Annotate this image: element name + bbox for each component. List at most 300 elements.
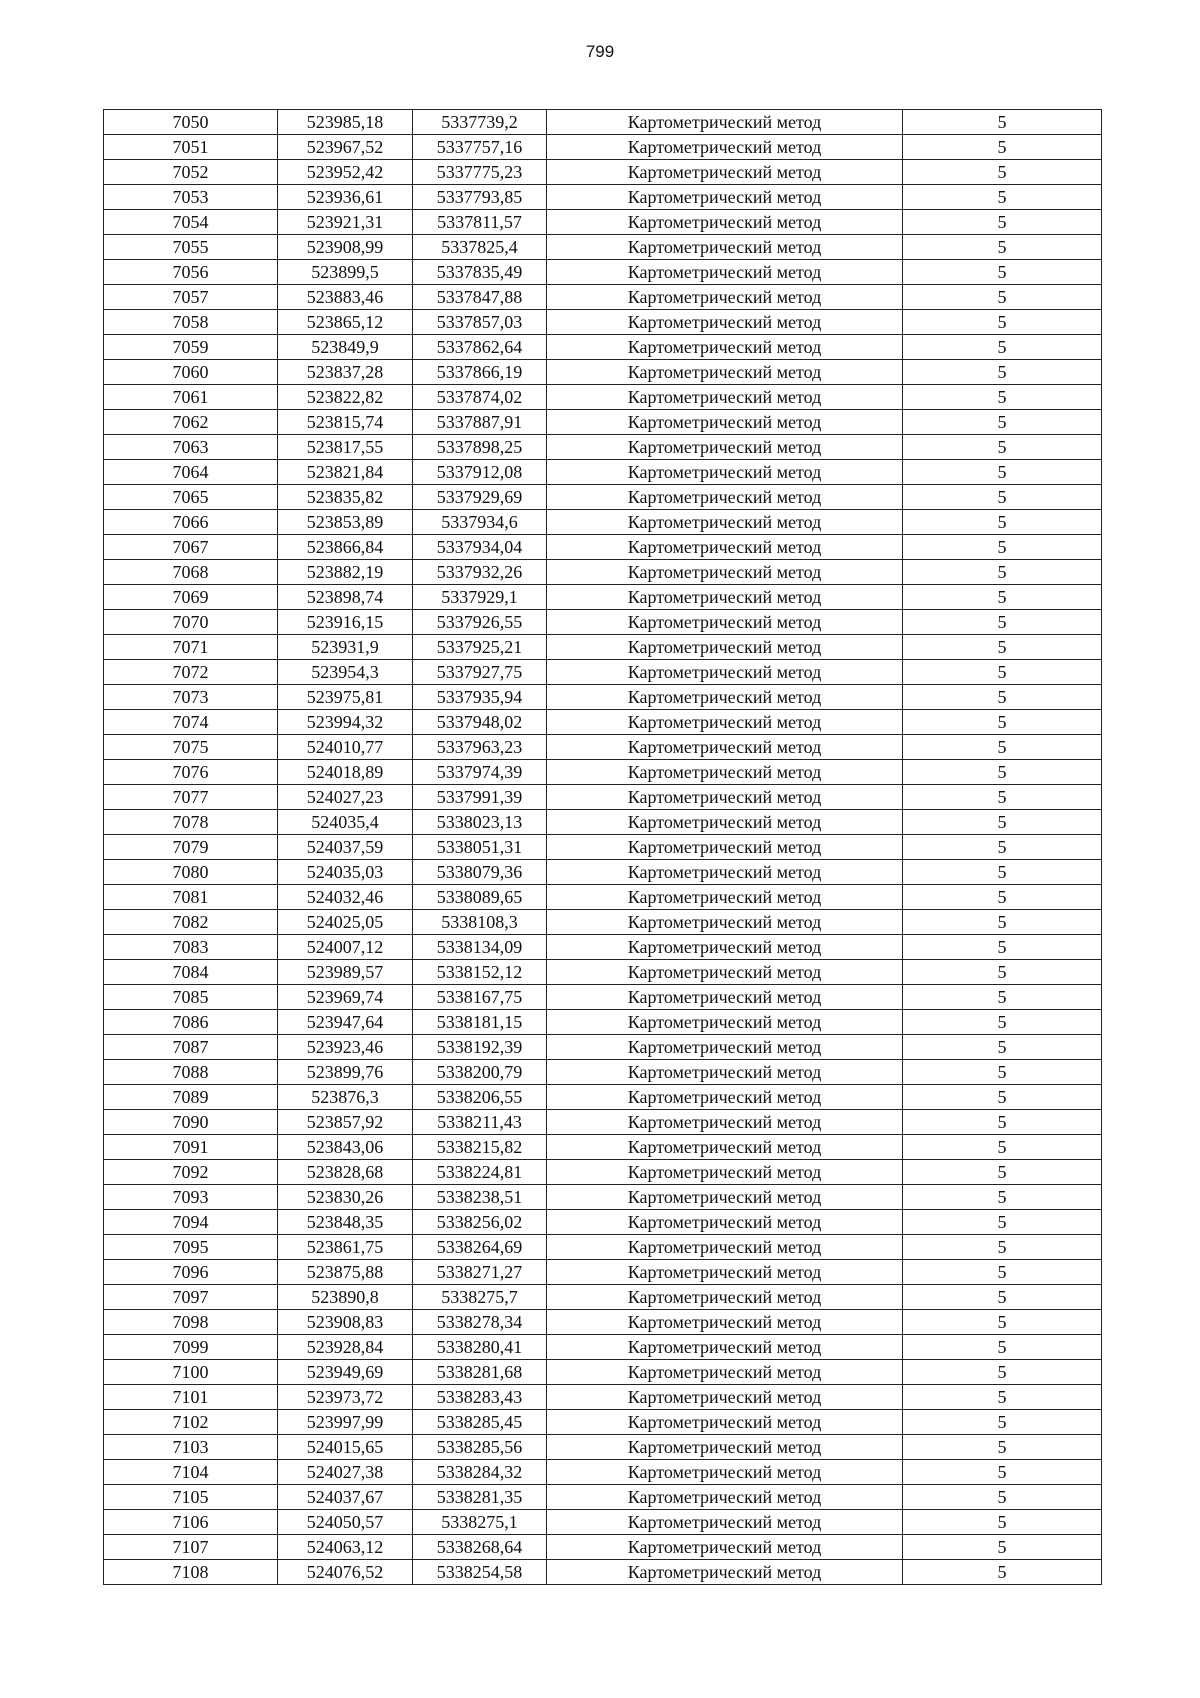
x-coordinate-cell: 523882,19: [278, 560, 413, 585]
x-coordinate-cell: 523931,9: [278, 635, 413, 660]
method-cell: Картометрический метод: [547, 110, 903, 135]
accuracy-cell: 5: [903, 1385, 1102, 1410]
method-cell: Картометрический метод: [547, 1110, 903, 1135]
point-number-cell: 7098: [104, 1310, 278, 1335]
table-row: [104, 1535, 1102, 1560]
x-coordinate-cell: 524025,05: [278, 910, 413, 935]
accuracy-cell: 5: [903, 1160, 1102, 1185]
table-row: [104, 1410, 1102, 1435]
accuracy-cell: 5: [903, 560, 1102, 585]
table-row: [104, 285, 1102, 310]
y-coordinate-cell: 5338089,65: [413, 885, 547, 910]
accuracy-cell: 5: [903, 1560, 1102, 1585]
table-row: [104, 1285, 1102, 1310]
table-row: [104, 560, 1102, 585]
point-number-cell: 7099: [104, 1335, 278, 1360]
x-coordinate-cell: 524010,77: [278, 735, 413, 760]
point-number-cell: 7062: [104, 410, 278, 435]
method-cell: Картометрический метод: [547, 960, 903, 985]
accuracy-cell: 5: [903, 1460, 1102, 1485]
accuracy-cell: 5: [903, 385, 1102, 410]
y-coordinate-cell: 5337934,6: [413, 510, 547, 535]
accuracy-cell: 5: [903, 1410, 1102, 1435]
table-row: [104, 1010, 1102, 1035]
point-number-cell: 7101: [104, 1385, 278, 1410]
x-coordinate-cell: 524007,12: [278, 935, 413, 960]
point-number-cell: 7102: [104, 1410, 278, 1435]
method-cell: Картометрический метод: [547, 810, 903, 835]
y-coordinate-cell: 5338206,55: [413, 1085, 547, 1110]
method-cell: Картометрический метод: [547, 885, 903, 910]
x-coordinate-cell: 523861,75: [278, 1235, 413, 1260]
point-number-cell: 7076: [104, 760, 278, 785]
table-row: [104, 1335, 1102, 1360]
y-coordinate-cell: 5337974,39: [413, 760, 547, 785]
accuracy-cell: 5: [903, 1235, 1102, 1260]
x-coordinate-cell: 523936,61: [278, 185, 413, 210]
y-coordinate-cell: 5338275,7: [413, 1285, 547, 1310]
table-row: [104, 835, 1102, 860]
accuracy-cell: 5: [903, 185, 1102, 210]
method-cell: Картометрический метод: [547, 635, 903, 660]
x-coordinate-cell: 523890,8: [278, 1285, 413, 1310]
point-number-cell: 7051: [104, 135, 278, 160]
accuracy-cell: 5: [903, 935, 1102, 960]
table-row: [104, 210, 1102, 235]
x-coordinate-cell: 523875,88: [278, 1260, 413, 1285]
table-row: [104, 910, 1102, 935]
y-coordinate-cell: 5338284,32: [413, 1460, 547, 1485]
y-coordinate-cell: 5337835,49: [413, 260, 547, 285]
point-number-cell: 7066: [104, 510, 278, 535]
point-number-cell: 7085: [104, 985, 278, 1010]
accuracy-cell: 5: [903, 710, 1102, 735]
y-coordinate-cell: 5337927,75: [413, 660, 547, 685]
x-coordinate-cell: 523921,31: [278, 210, 413, 235]
method-cell: Картометрический метод: [547, 1010, 903, 1035]
x-coordinate-cell: 523899,5: [278, 260, 413, 285]
x-coordinate-cell: 524015,65: [278, 1435, 413, 1460]
y-coordinate-cell: 5337757,16: [413, 135, 547, 160]
method-cell: Картометрический метод: [547, 285, 903, 310]
y-coordinate-cell: 5338285,56: [413, 1435, 547, 1460]
table-row: [104, 1510, 1102, 1535]
table-row: [104, 1135, 1102, 1160]
accuracy-cell: 5: [903, 860, 1102, 885]
method-cell: Картометрический метод: [547, 660, 903, 685]
x-coordinate-cell: 523821,84: [278, 460, 413, 485]
accuracy-cell: 5: [903, 360, 1102, 385]
y-coordinate-cell: 5338200,79: [413, 1060, 547, 1085]
accuracy-cell: 5: [903, 1135, 1102, 1160]
point-number-cell: 7068: [104, 560, 278, 585]
x-coordinate-cell: 524063,12: [278, 1535, 413, 1560]
table-row: [104, 235, 1102, 260]
x-coordinate-cell: 523853,89: [278, 510, 413, 535]
point-number-cell: 7060: [104, 360, 278, 385]
point-number-cell: 7086: [104, 1010, 278, 1035]
table-row: [104, 1310, 1102, 1335]
method-cell: Картометрический метод: [547, 860, 903, 885]
point-number-cell: 7077: [104, 785, 278, 810]
accuracy-cell: 5: [903, 1110, 1102, 1135]
x-coordinate-cell: 523928,84: [278, 1335, 413, 1360]
method-cell: Картометрический метод: [547, 1560, 903, 1585]
point-number-cell: 7095: [104, 1235, 278, 1260]
point-number-cell: 7103: [104, 1435, 278, 1460]
method-cell: Картометрический метод: [547, 835, 903, 860]
method-cell: Картометрический метод: [547, 1185, 903, 1210]
accuracy-cell: 5: [903, 1435, 1102, 1460]
table-row: [104, 435, 1102, 460]
y-coordinate-cell: 5337925,21: [413, 635, 547, 660]
method-cell: Картометрический метод: [547, 410, 903, 435]
point-number-cell: 7069: [104, 585, 278, 610]
y-coordinate-cell: 5338023,13: [413, 810, 547, 835]
x-coordinate-cell: 523898,74: [278, 585, 413, 610]
accuracy-cell: 5: [903, 260, 1102, 285]
x-coordinate-cell: 524076,52: [278, 1560, 413, 1585]
table-row: [104, 660, 1102, 685]
x-coordinate-cell: 523822,82: [278, 385, 413, 410]
method-cell: Картометрический метод: [547, 710, 903, 735]
table-row: [104, 685, 1102, 710]
y-coordinate-cell: 5337811,57: [413, 210, 547, 235]
accuracy-cell: 5: [903, 535, 1102, 560]
method-cell: Картометрический метод: [547, 560, 903, 585]
y-coordinate-cell: 5338079,36: [413, 860, 547, 885]
x-coordinate-cell: 523967,52: [278, 135, 413, 160]
accuracy-cell: 5: [903, 1010, 1102, 1035]
y-coordinate-cell: 5337926,55: [413, 610, 547, 635]
y-coordinate-cell: 5337857,03: [413, 310, 547, 335]
method-cell: Картометрический метод: [547, 1310, 903, 1335]
table-row: [104, 1060, 1102, 1085]
point-number-cell: 7054: [104, 210, 278, 235]
x-coordinate-cell: 524035,03: [278, 860, 413, 885]
y-coordinate-cell: 5337932,26: [413, 560, 547, 585]
table-row: [104, 460, 1102, 485]
point-number-cell: 7065: [104, 485, 278, 510]
x-coordinate-cell: 523849,9: [278, 335, 413, 360]
table-row: [104, 410, 1102, 435]
accuracy-cell: 5: [903, 135, 1102, 160]
point-number-cell: 7091: [104, 1135, 278, 1160]
page-number: 799: [585, 42, 615, 61]
point-number-cell: 7083: [104, 935, 278, 960]
x-coordinate-cell: 523969,74: [278, 985, 413, 1010]
method-cell: Картометрический метод: [547, 1335, 903, 1360]
table-row: [104, 360, 1102, 385]
accuracy-cell: 5: [903, 885, 1102, 910]
point-number-cell: 7094: [104, 1210, 278, 1235]
point-number-cell: 7064: [104, 460, 278, 485]
method-cell: Картометрический метод: [547, 1035, 903, 1060]
method-cell: Картометрический метод: [547, 1535, 903, 1560]
accuracy-cell: 5: [903, 1035, 1102, 1060]
method-cell: Картометрический метод: [547, 1135, 903, 1160]
x-coordinate-cell: 523994,32: [278, 710, 413, 735]
table-row: [104, 635, 1102, 660]
accuracy-cell: 5: [903, 510, 1102, 535]
point-number-cell: 7107: [104, 1535, 278, 1560]
table-row: [104, 535, 1102, 560]
y-coordinate-cell: 5337948,02: [413, 710, 547, 735]
y-coordinate-cell: 5338192,39: [413, 1035, 547, 1060]
point-number-cell: 7106: [104, 1510, 278, 1535]
point-number-cell: 7090: [104, 1110, 278, 1135]
accuracy-cell: 5: [903, 460, 1102, 485]
y-coordinate-cell: 5337862,64: [413, 335, 547, 360]
point-number-cell: 7074: [104, 710, 278, 735]
point-number-cell: 7087: [104, 1035, 278, 1060]
point-number-cell: 7056: [104, 260, 278, 285]
method-cell: Картометрический метод: [547, 1460, 903, 1485]
y-coordinate-cell: 5338238,51: [413, 1185, 547, 1210]
accuracy-cell: 5: [903, 1360, 1102, 1385]
point-number-cell: 7070: [104, 610, 278, 635]
y-coordinate-cell: 5337912,08: [413, 460, 547, 485]
accuracy-cell: 5: [903, 810, 1102, 835]
table-row: [104, 760, 1102, 785]
point-number-cell: 7092: [104, 1160, 278, 1185]
y-coordinate-cell: 5338181,15: [413, 1010, 547, 1035]
y-coordinate-cell: 5338264,69: [413, 1235, 547, 1260]
method-cell: Картометрический метод: [547, 760, 903, 785]
x-coordinate-cell: 523923,46: [278, 1035, 413, 1060]
method-cell: Картометрический метод: [547, 1060, 903, 1085]
x-coordinate-cell: 523908,83: [278, 1310, 413, 1335]
table-row: [104, 1160, 1102, 1185]
method-cell: Картометрический метод: [547, 785, 903, 810]
y-coordinate-cell: 5337934,04: [413, 535, 547, 560]
table-row: [104, 1110, 1102, 1135]
y-coordinate-cell: 5337866,19: [413, 360, 547, 385]
method-cell: Картометрический метод: [547, 135, 903, 160]
y-coordinate-cell: 5337887,91: [413, 410, 547, 435]
accuracy-cell: 5: [903, 635, 1102, 660]
y-coordinate-cell: 5337847,88: [413, 285, 547, 310]
x-coordinate-cell: 523989,57: [278, 960, 413, 985]
y-coordinate-cell: 5338281,68: [413, 1360, 547, 1385]
method-cell: Картометрический метод: [547, 460, 903, 485]
point-number-cell: 7061: [104, 385, 278, 410]
method-cell: Картометрический метод: [547, 385, 903, 410]
x-coordinate-cell: 524032,46: [278, 885, 413, 910]
accuracy-cell: 5: [903, 785, 1102, 810]
method-cell: Картометрический метод: [547, 485, 903, 510]
point-number-cell: 7079: [104, 835, 278, 860]
method-cell: Картометрический метод: [547, 1410, 903, 1435]
x-coordinate-cell: 524035,4: [278, 810, 413, 835]
x-coordinate-cell: 523973,72: [278, 1385, 413, 1410]
x-coordinate-cell: 523899,76: [278, 1060, 413, 1085]
accuracy-cell: 5: [903, 1485, 1102, 1510]
table-row: [104, 1260, 1102, 1285]
accuracy-cell: 5: [903, 310, 1102, 335]
table-row: [104, 1360, 1102, 1385]
coordinates-table: [103, 109, 1102, 1585]
y-coordinate-cell: 5338051,31: [413, 835, 547, 860]
table-row: [104, 310, 1102, 335]
accuracy-cell: 5: [903, 1210, 1102, 1235]
y-coordinate-cell: 5338211,43: [413, 1110, 547, 1135]
y-coordinate-cell: 5337935,94: [413, 685, 547, 710]
point-number-cell: 7096: [104, 1260, 278, 1285]
point-number-cell: 7072: [104, 660, 278, 685]
x-coordinate-cell: 523908,99: [278, 235, 413, 260]
table-row: [104, 135, 1102, 160]
y-coordinate-cell: 5338271,27: [413, 1260, 547, 1285]
point-number-cell: 7084: [104, 960, 278, 985]
accuracy-cell: 5: [903, 335, 1102, 360]
point-number-cell: 7057: [104, 285, 278, 310]
point-number-cell: 7105: [104, 1485, 278, 1510]
point-number-cell: 7053: [104, 185, 278, 210]
method-cell: Картометрический метод: [547, 1485, 903, 1510]
method-cell: Картометрический метод: [547, 435, 903, 460]
table-row: [104, 1560, 1102, 1585]
x-coordinate-cell: 523985,18: [278, 110, 413, 135]
y-coordinate-cell: 5338134,09: [413, 935, 547, 960]
method-cell: Картометрический метод: [547, 185, 903, 210]
y-coordinate-cell: 5337929,1: [413, 585, 547, 610]
table-row: [104, 585, 1102, 610]
accuracy-cell: 5: [903, 985, 1102, 1010]
accuracy-cell: 5: [903, 685, 1102, 710]
method-cell: Картометрический метод: [547, 1435, 903, 1460]
y-coordinate-cell: 5337929,69: [413, 485, 547, 510]
method-cell: Картометрический метод: [547, 1160, 903, 1185]
x-coordinate-cell: 523857,92: [278, 1110, 413, 1135]
method-cell: Картометрический метод: [547, 260, 903, 285]
method-cell: Картометрический метод: [547, 1360, 903, 1385]
y-coordinate-cell: 5338224,81: [413, 1160, 547, 1185]
x-coordinate-cell: 524018,89: [278, 760, 413, 785]
method-cell: Картометрический метод: [547, 310, 903, 335]
y-coordinate-cell: 5338215,82: [413, 1135, 547, 1160]
accuracy-cell: 5: [903, 585, 1102, 610]
y-coordinate-cell: 5338283,43: [413, 1385, 547, 1410]
point-number-cell: 7089: [104, 1085, 278, 1110]
accuracy-cell: 5: [903, 160, 1102, 185]
point-number-cell: 7078: [104, 810, 278, 835]
method-cell: Картометрический метод: [547, 1235, 903, 1260]
accuracy-cell: 5: [903, 235, 1102, 260]
table-row: [104, 935, 1102, 960]
accuracy-cell: 5: [903, 960, 1102, 985]
x-coordinate-cell: 523843,06: [278, 1135, 413, 1160]
x-coordinate-cell: 523830,26: [278, 1185, 413, 1210]
y-coordinate-cell: 5337793,85: [413, 185, 547, 210]
coordinates-table-body: [104, 110, 1102, 1585]
table-row: [104, 1385, 1102, 1410]
x-coordinate-cell: 524037,67: [278, 1485, 413, 1510]
y-coordinate-cell: 5338281,35: [413, 1485, 547, 1510]
y-coordinate-cell: 5337963,23: [413, 735, 547, 760]
point-number-cell: 7055: [104, 235, 278, 260]
table-row: [104, 1035, 1102, 1060]
point-number-cell: 7080: [104, 860, 278, 885]
point-number-cell: 7052: [104, 160, 278, 185]
table-row: [104, 735, 1102, 760]
table-row: [104, 510, 1102, 535]
point-number-cell: 7093: [104, 1185, 278, 1210]
y-coordinate-cell: 5338256,02: [413, 1210, 547, 1235]
accuracy-cell: 5: [903, 210, 1102, 235]
x-coordinate-cell: 524027,38: [278, 1460, 413, 1485]
accuracy-cell: 5: [903, 660, 1102, 685]
table-row: [104, 110, 1102, 135]
table-row: [104, 185, 1102, 210]
table-row: [104, 785, 1102, 810]
table-row: [104, 260, 1102, 285]
accuracy-cell: 5: [903, 285, 1102, 310]
point-number-cell: 7100: [104, 1360, 278, 1385]
accuracy-cell: 5: [903, 410, 1102, 435]
table-row: [104, 1210, 1102, 1235]
accuracy-cell: 5: [903, 435, 1102, 460]
method-cell: Картометрический метод: [547, 1210, 903, 1235]
table-row: [104, 335, 1102, 360]
x-coordinate-cell: 523865,12: [278, 310, 413, 335]
table-row: [104, 1485, 1102, 1510]
method-cell: Картометрический метод: [547, 1385, 903, 1410]
accuracy-cell: 5: [903, 1535, 1102, 1560]
x-coordinate-cell: 523975,81: [278, 685, 413, 710]
x-coordinate-cell: 523848,35: [278, 1210, 413, 1235]
method-cell: Картометрический метод: [547, 1085, 903, 1110]
method-cell: Картометрический метод: [547, 910, 903, 935]
point-number-cell: 7082: [104, 910, 278, 935]
method-cell: Картометрический метод: [547, 685, 903, 710]
table-row: [104, 960, 1102, 985]
table-row: [104, 485, 1102, 510]
point-number-cell: 7097: [104, 1285, 278, 1310]
table-row: [104, 1085, 1102, 1110]
point-number-cell: 7067: [104, 535, 278, 560]
accuracy-cell: 5: [903, 1260, 1102, 1285]
point-number-cell: 7058: [104, 310, 278, 335]
point-number-cell: 7063: [104, 435, 278, 460]
y-coordinate-cell: 5338275,1: [413, 1510, 547, 1535]
accuracy-cell: 5: [903, 485, 1102, 510]
y-coordinate-cell: 5337825,4: [413, 235, 547, 260]
y-coordinate-cell: 5338285,45: [413, 1410, 547, 1435]
method-cell: Картометрический метод: [547, 735, 903, 760]
method-cell: Картометрический метод: [547, 1285, 903, 1310]
x-coordinate-cell: 524050,57: [278, 1510, 413, 1535]
table-row: [104, 885, 1102, 910]
y-coordinate-cell: 5338280,41: [413, 1335, 547, 1360]
y-coordinate-cell: 5337775,23: [413, 160, 547, 185]
y-coordinate-cell: 5337739,2: [413, 110, 547, 135]
point-number-cell: 7108: [104, 1560, 278, 1585]
method-cell: Картометрический метод: [547, 160, 903, 185]
method-cell: Картометрический метод: [547, 1260, 903, 1285]
table-row: [104, 160, 1102, 185]
x-coordinate-cell: 523837,28: [278, 360, 413, 385]
table-row: [104, 985, 1102, 1010]
x-coordinate-cell: 523883,46: [278, 285, 413, 310]
accuracy-cell: 5: [903, 910, 1102, 935]
y-coordinate-cell: 5337898,25: [413, 435, 547, 460]
point-number-cell: 7059: [104, 335, 278, 360]
x-coordinate-cell: 524037,59: [278, 835, 413, 860]
x-coordinate-cell: 523954,3: [278, 660, 413, 685]
accuracy-cell: 5: [903, 1285, 1102, 1310]
table-row: [104, 1435, 1102, 1460]
